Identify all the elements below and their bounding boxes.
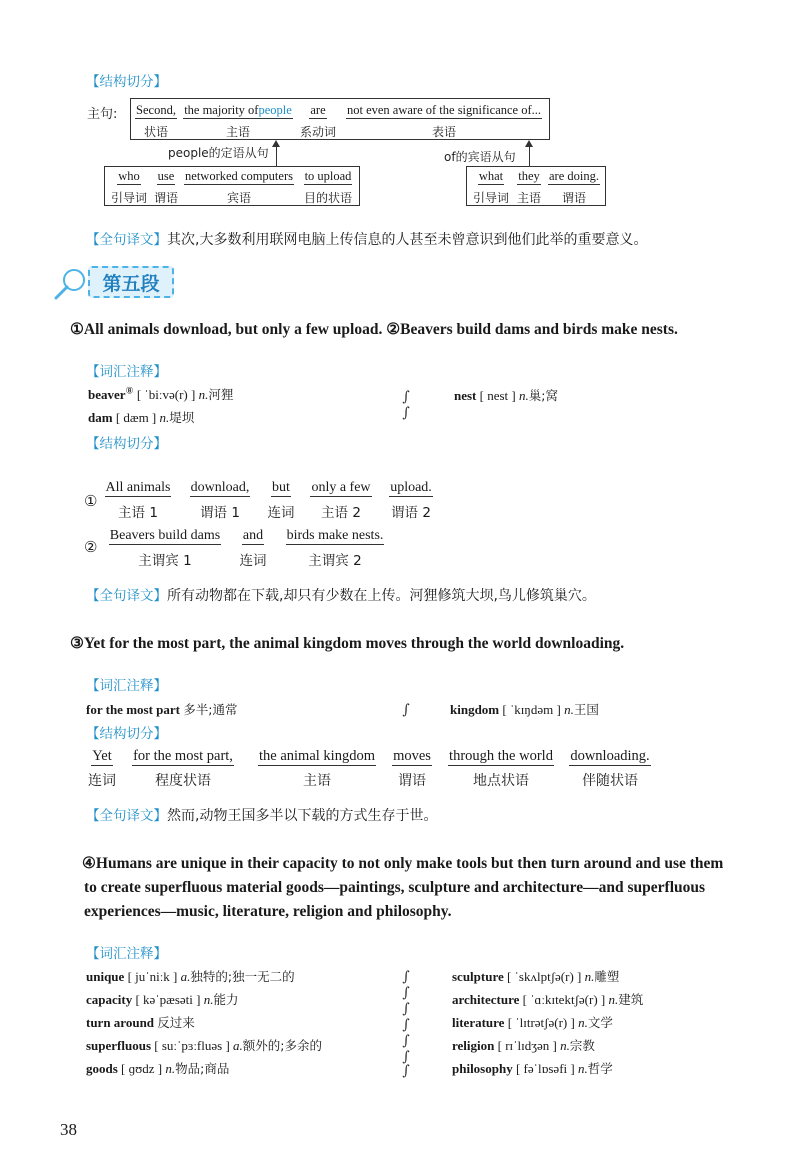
- struct3-seg-5: through the world 地点状语: [449, 748, 553, 789]
- divider-wave: ∫: [402, 985, 410, 1001]
- translation-1: 【全句译文】所有动物都在下载,却只有少数在上传。河狸修筑大坝,鸟儿修筑巢穴。: [86, 588, 596, 604]
- sentence-1-2: ①All animals download, but only a few upload. ②Beavers build dams and birds make nests.: [70, 321, 678, 338]
- translation-3: 【全句译文】然而,动物王国多半以下载的方式生存于世。: [86, 808, 438, 824]
- vocab-row: superfluous [ suːˈpɜːfluəs ] a.额外的;多余的: [86, 1038, 322, 1053]
- divider-wave: ∫: [402, 1063, 410, 1079]
- vocab-row: religion [ rɪˈlɪdʒən ] n.宗教: [452, 1038, 595, 1053]
- section-title: 第五段: [102, 273, 160, 295]
- clause1-seg-1: who 引导词: [110, 169, 147, 205]
- vocab-label-4: 【词汇注释】: [86, 946, 167, 962]
- struct3-seg-4: moves 谓语: [393, 748, 431, 789]
- clause1-label: people的定语从句: [168, 146, 269, 160]
- magnifier-icon: [54, 266, 90, 300]
- sentence-4-line-1: ④Humans are unique in their capacity to not only make tools but then turn around and use them: [82, 855, 724, 872]
- vocab-row: philosophy [ fəˈlɒsəfi ] n.哲学: [452, 1061, 613, 1076]
- struct3-seg-6: downloading. 伴随状语: [570, 748, 650, 789]
- divider-wave: ∫: [402, 1017, 410, 1033]
- struct1-marker: ①: [84, 494, 98, 510]
- clause1-seg-3: networked computers 宾语: [185, 169, 293, 205]
- divider-wave: ∫: [402, 1049, 410, 1065]
- vocab-row: for the most part 多半;通常: [86, 702, 238, 717]
- vocab-label-3: 【词汇注释】: [86, 678, 167, 694]
- vocab-row: literature [ ˈlɪtrətʃə(r) ] n.文学: [452, 1015, 613, 1030]
- clause1-seg-4: to upload 目的状语: [303, 169, 352, 205]
- struct3-seg-3: the animal kingdom 主语: [259, 748, 375, 789]
- sentence-4-line-2: to create superfluous material goods—paintings, sculpture and architecture—and superfluous: [84, 879, 706, 896]
- struct3-seg-1: Yet 连词: [88, 748, 116, 789]
- vocab-row: beaver⑧ [ ˈbiːvə(r) ] n.河狸: [88, 385, 234, 402]
- main-seg-2: the majority ofpeople 主语: [184, 103, 292, 139]
- clause2-seg-2: they 主语: [516, 169, 541, 205]
- vocab-row: capacity [ kəˈpæsəti ] n.能力: [86, 992, 239, 1007]
- divider-wave: ∫: [402, 702, 410, 718]
- struct2-seg-2: and 连词: [239, 528, 267, 569]
- divider-wave: ∫: [402, 389, 410, 405]
- main-seg-3: are 系动词: [299, 103, 336, 139]
- struct2-seg-3: birds make nests. 主谓宾 2: [286, 528, 384, 569]
- vocab-label-1: 【词汇注释】: [86, 364, 167, 380]
- vocab-row: dam [ dæm ] n.堤坝: [88, 410, 195, 425]
- structure-label-1: 【结构切分】: [86, 436, 167, 452]
- vocab-row: goods [ ɡʊdz ] n.物品;商品: [86, 1061, 230, 1076]
- divider-wave: ∫: [402, 1033, 410, 1049]
- vocab-row: nest [ nest ] n.巢;窝: [454, 388, 558, 403]
- clause2-seg-1: what 引导词: [472, 169, 509, 205]
- struct1-seg-5: upload. 谓语 2: [390, 480, 432, 521]
- struct2-seg-1: Beavers build dams 主谓宾 1: [109, 528, 221, 569]
- sentence-3: ③Yet for the most part, the animal kingdom moves through the world downloading.: [70, 635, 625, 652]
- vocab-row: sculpture [ ˈskʌlptʃə(r) ] n.雕塑: [452, 969, 620, 984]
- struct1-seg-3: but 连词: [267, 480, 295, 521]
- struct1-seg-2: download, 谓语 1: [190, 480, 250, 521]
- highlight-people: people: [258, 103, 292, 117]
- page-number: 38: [60, 1120, 77, 1139]
- struct1-seg-4: only a few 主语 2: [311, 480, 371, 521]
- divider-wave: ∫: [402, 969, 410, 985]
- divider-wave: ∫: [402, 1001, 410, 1017]
- connector-line-1: [276, 146, 277, 166]
- structure-label-top: 【结构切分】: [86, 74, 167, 90]
- vocab-row: kingdom [ ˈkɪŋdəm ] n.王国: [450, 702, 599, 717]
- translation-top: 【全句译文】其次,大多数利用联网电脑上传信息的人甚至未曾意识到他们此举的重要意义。: [86, 232, 648, 248]
- vocab-row: architecture [ ˈɑːkɪtektʃə(r) ] n.建筑: [452, 992, 644, 1007]
- structure-label-3: 【结构切分】: [86, 726, 167, 742]
- main-seg-4: not even aware of the significance of... 表语: [346, 103, 541, 139]
- main-seg-1: Second, 状语: [136, 103, 176, 139]
- sentence-4-line-3: experiences—music, literature, religion and philosophy.: [84, 903, 452, 920]
- clause2-label: of的宾语从句: [444, 150, 516, 164]
- clause1-seg-2: use 谓语: [153, 169, 178, 205]
- clause2-seg-3: are doing. 谓语: [549, 169, 599, 205]
- vocab-row: unique [ juˈniːk ] a.独特的;独一无二的: [86, 969, 295, 984]
- vocab-row: turn around 反过来: [86, 1015, 195, 1030]
- connector-line-2: [529, 146, 530, 166]
- struct2-marker: ②: [84, 540, 98, 556]
- main-clause-label: 主句:: [87, 107, 118, 122]
- struct3-seg-2: for the most part, 程度状语: [133, 748, 233, 789]
- divider-wave: ∫: [402, 405, 410, 421]
- struct1-seg-1: All animals 主语 1: [105, 480, 171, 521]
